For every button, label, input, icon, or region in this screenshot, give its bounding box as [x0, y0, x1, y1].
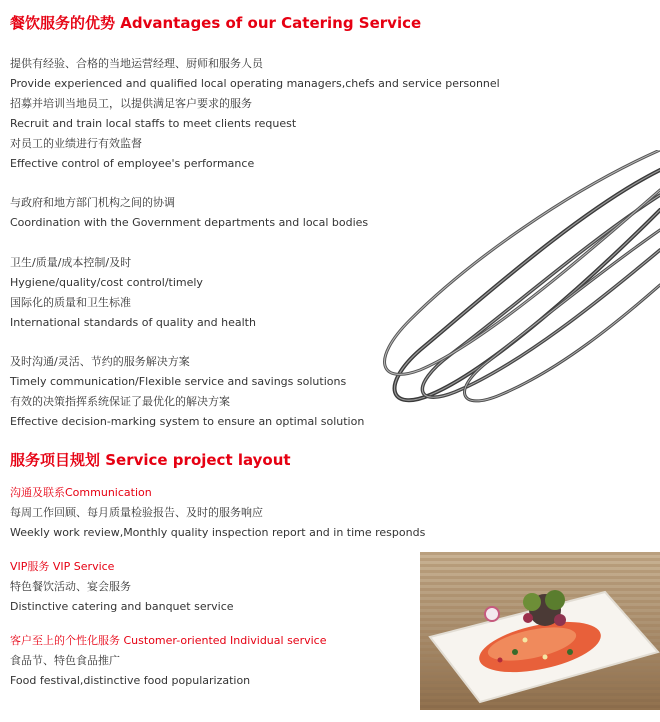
- advantage-line: Effective control of employee's performance: [10, 157, 255, 170]
- advantage-line: Provide experienced and qualified local operating managers,chefs and service personnel: [10, 77, 500, 90]
- service-description-cn: 特色餐饮活动、宴会服务: [10, 580, 131, 593]
- advantage-line: 卫生/质量/成本控制/及时: [10, 256, 132, 269]
- food-plate-image: [420, 552, 660, 710]
- advantage-line: Recruit and train local staffs to meet clients request: [10, 117, 297, 130]
- advantage-line: 招募并培训当地员工，以提供满足客户要求的服务: [10, 97, 252, 110]
- advantage-line: 与政府和地方部门机构之间的协调: [10, 196, 175, 209]
- advantage-line: 提供有经验、合格的当地运营经理、厨师和服务人员: [10, 57, 263, 70]
- service-heading: VIP服务 VIP Service: [10, 560, 115, 573]
- service-heading: 客户至上的个性化服务 Customer-oriented Individual service: [10, 634, 327, 647]
- advantage-line: International standards of quality and health: [10, 316, 256, 329]
- service-description-en: Weekly work review,Monthly quality inspection report and in time responds: [10, 526, 426, 539]
- advantage-line: 及时沟通/灵活、节约的服务解决方案: [10, 355, 190, 368]
- service-heading: 沟通及联系Communication: [10, 486, 152, 499]
- whisk-image: [360, 150, 660, 420]
- service-description-cn: 食品节、特色食品推广: [10, 654, 120, 667]
- advantage-line: 对员工的业绩进行有效监督: [10, 137, 142, 150]
- advantage-line: 有效的决策指挥系统保证了最优化的解决方案: [10, 395, 230, 408]
- advantage-line: 国际化的质量和卫生标准: [10, 296, 131, 309]
- service-description-cn: 每周工作回顾、每月质量检验报告、及时的服务响应: [10, 506, 263, 519]
- advantage-line: Hygiene/quality/cost control/timely: [10, 276, 203, 289]
- section-title-service-layout: 服务项目规划 Service project layout: [10, 451, 291, 469]
- advantage-line: Coordination with the Government departments and local bodies: [10, 216, 369, 229]
- service-description-en: Distinctive catering and banquet service: [10, 600, 234, 613]
- advantage-line: Effective decision-marking system to ensure an optimal solution: [10, 415, 365, 428]
- section-title-advantages: 餐饮服务的优势 Advantages of our Catering Service: [10, 14, 422, 32]
- advantage-line: Timely communication/Flexible service and savings solutions: [10, 375, 347, 388]
- service-description-en: Food festival,distinctive food popularization: [10, 674, 251, 687]
